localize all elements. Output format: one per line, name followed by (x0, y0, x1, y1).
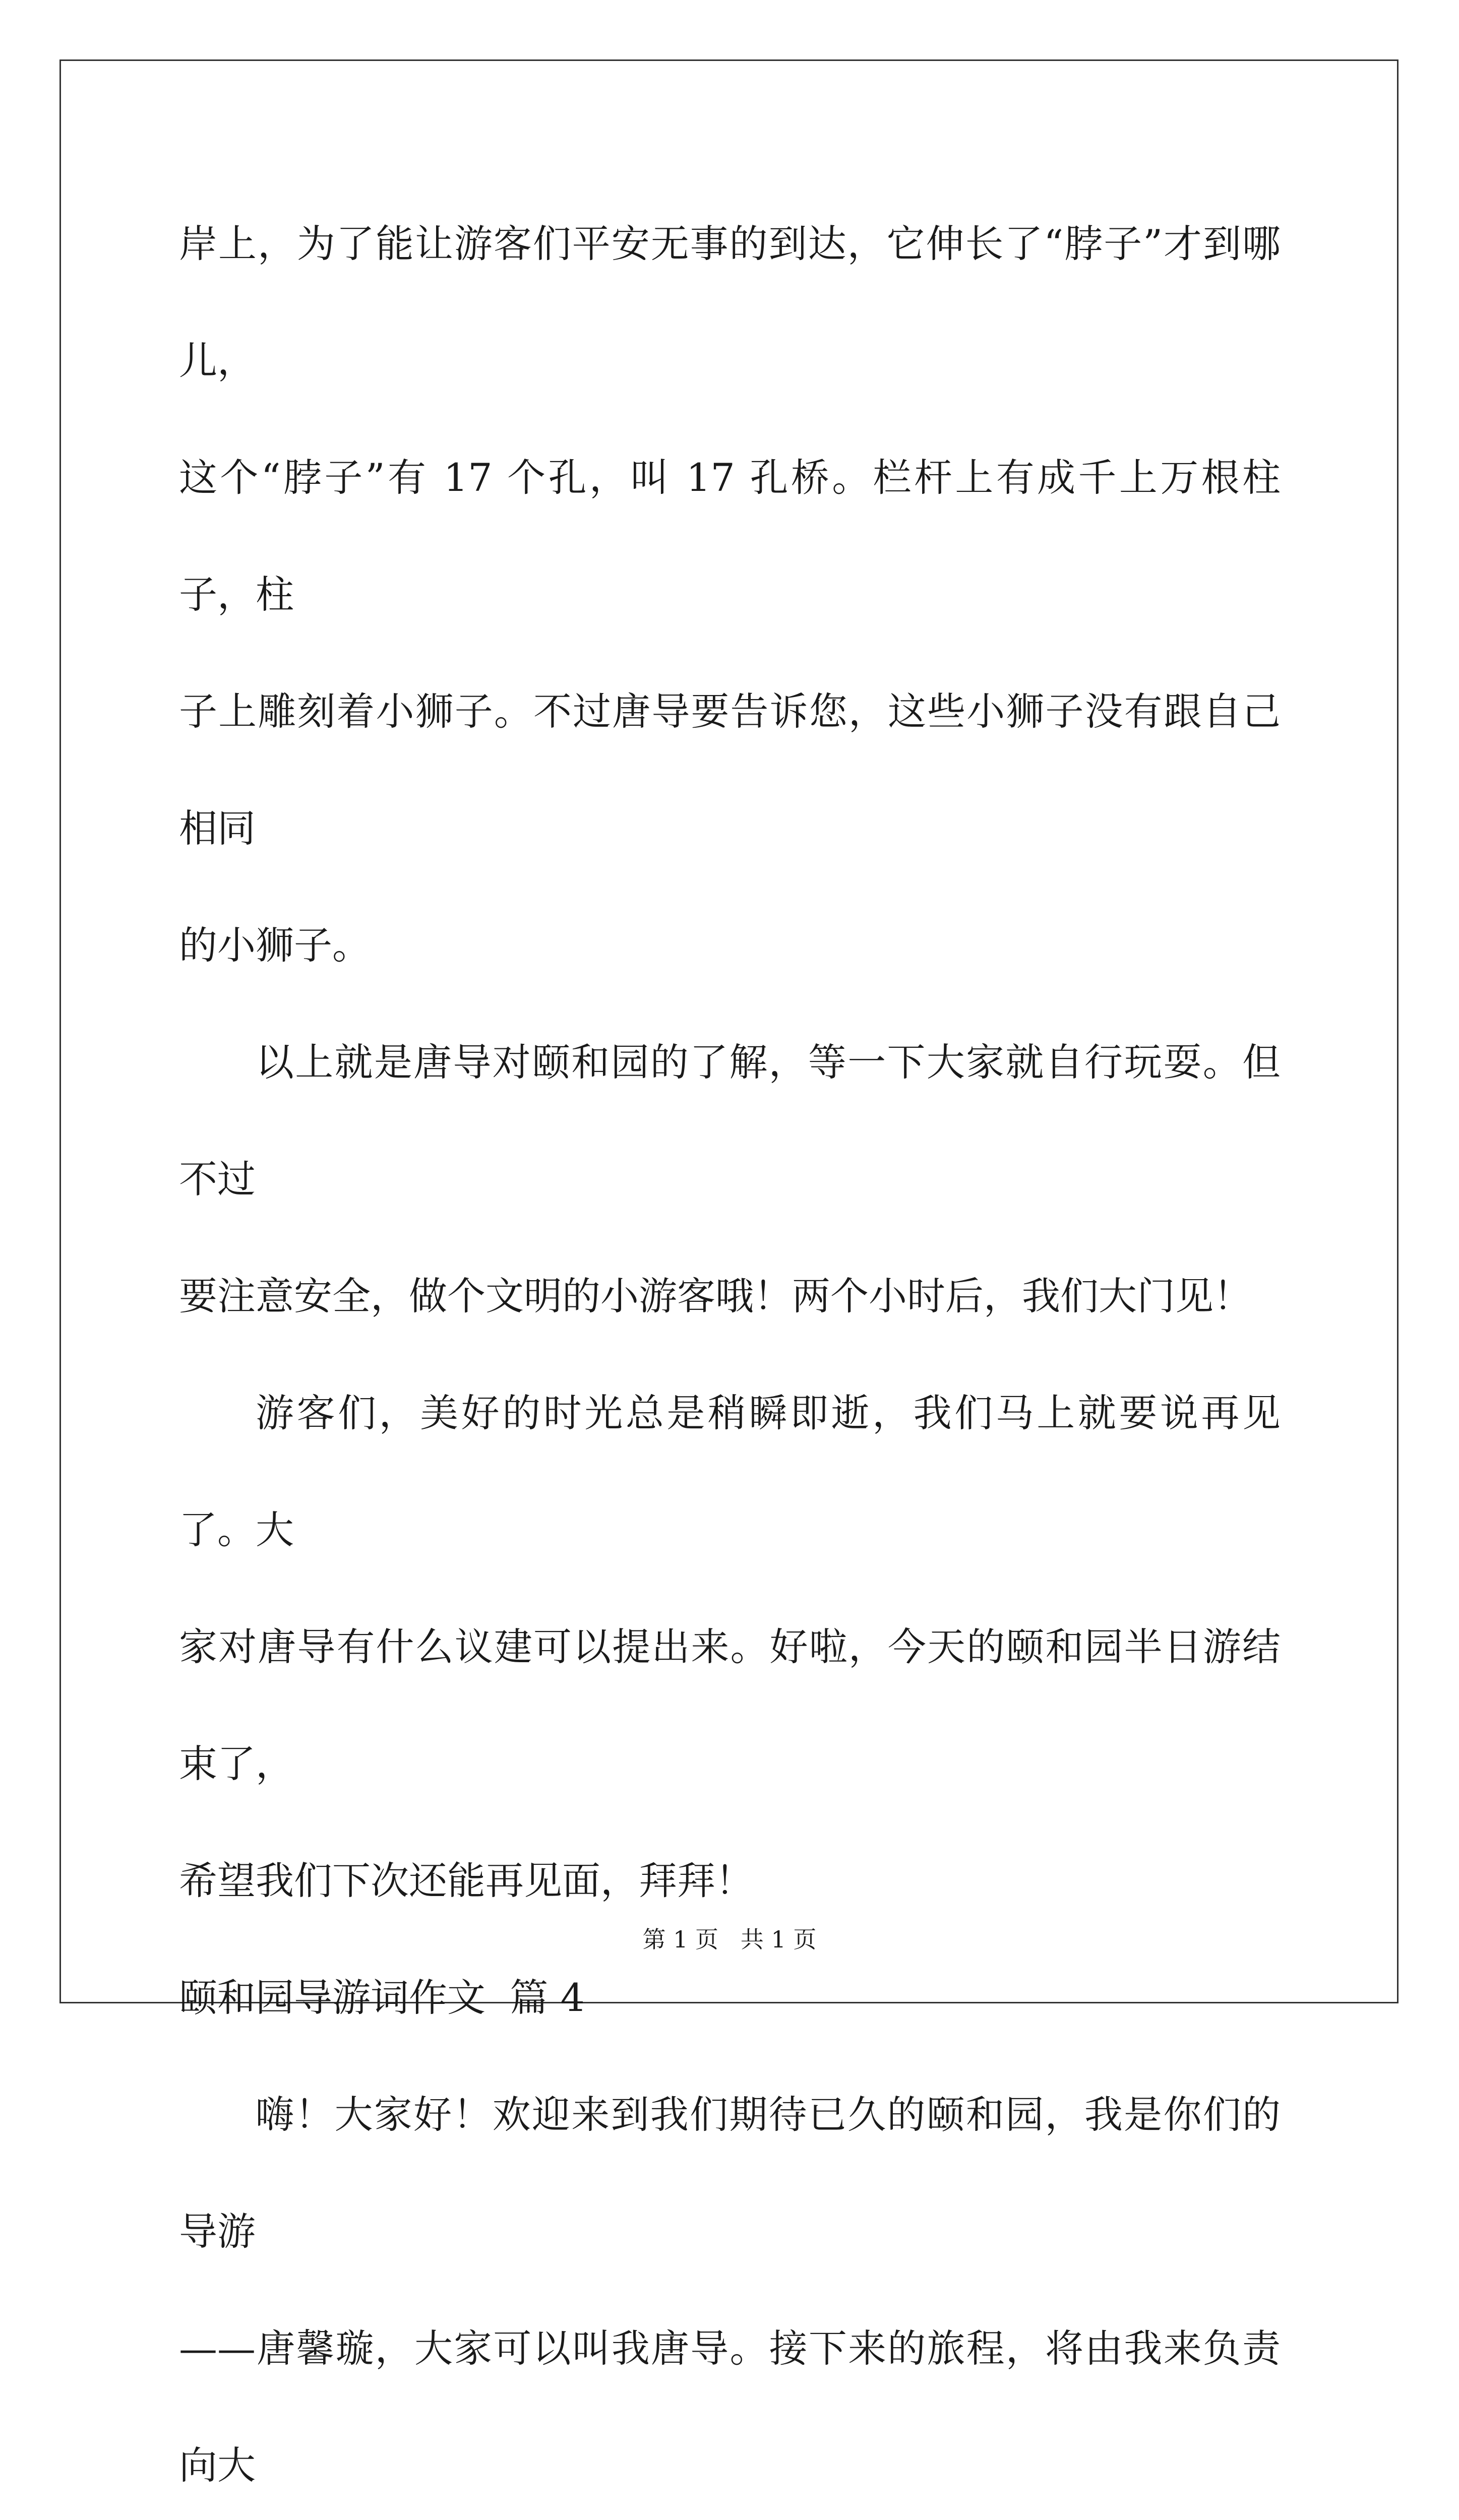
text-line: 的小狮子。 (179, 923, 371, 968)
text-line: 岸上，为了能让游客们平安无事的到达，它伸长了“脖子”才到哪儿， (179, 221, 1281, 383)
paragraph-4 (179, 2056, 1281, 2520)
paragraph-2 (179, 1004, 1281, 1355)
text-line: 这个“脖子”有 17 个孔，叫 17 孔桥。栏杆上有成千上万根柱子，柱 (179, 455, 1281, 617)
paragraph-3 (179, 1355, 1281, 1939)
document-body (179, 185, 1281, 2520)
text-line: 要注意安全，做个文明的小游客哦！两个小时后，我们大门见！ (179, 1274, 1252, 1318)
text-line: 家对唐导有什么议建可以提出来。好啦，今天的颐和园半日游结束了， (179, 1624, 1281, 1786)
text-line: 子上雕刻着小狮子。不过唐导要告诉您，这些小狮子没有跟自己相同 (179, 689, 1281, 851)
text-line: ——唐馨璇，大家可以叫我唐导。接下来的旅程，将由我来负责向大 (179, 2326, 1281, 2488)
text-line: 游客们，美好的时光总是稍瞬即逝，我们马上就要说再见了。大 (179, 1391, 1281, 1552)
text-line: 以上就是唐导对颐和园的了解，等一下大家就自行玩耍。但不过 (179, 1040, 1281, 1202)
section-heading: 颐和园导游词作文 篇 4 (179, 1975, 585, 2020)
page-footer: 第 1 页 共 1 页 (642, 1926, 817, 1953)
paragraph-1 (179, 185, 1281, 1004)
text-line: 嗨！大家好！欢迎来到我们期待已久的颐和园，我是你们的导游 (179, 2092, 1281, 2254)
text-line: 希望我们下次还能再见面，拜拜！ (179, 1858, 754, 1903)
